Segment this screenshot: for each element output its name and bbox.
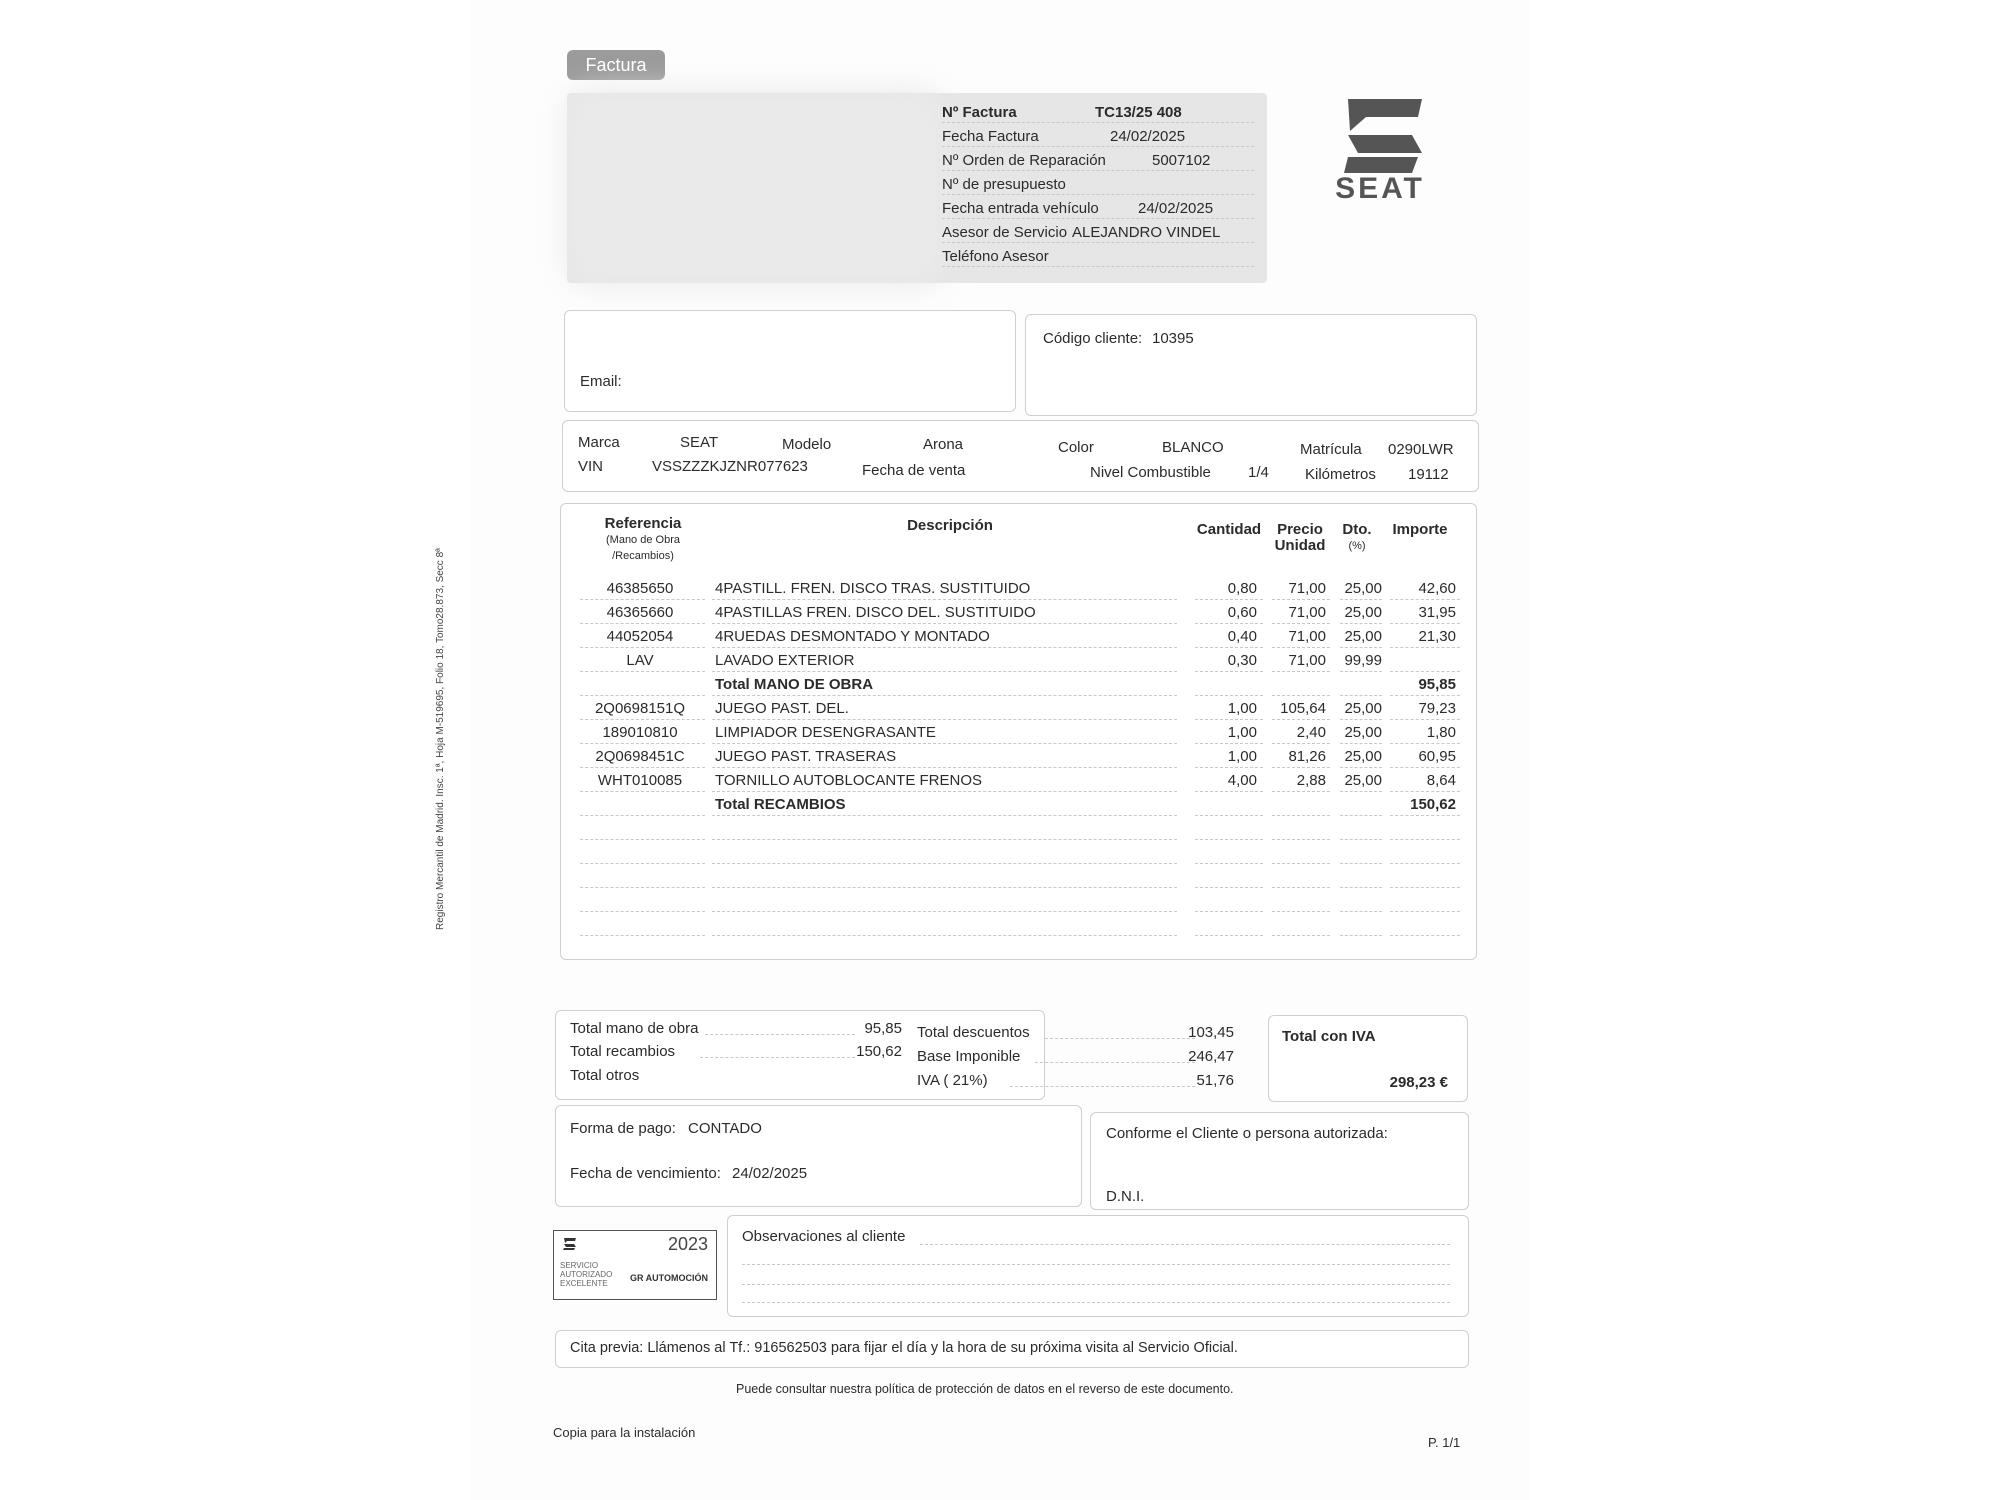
total-iva-value: 298,23 €: [1389, 1074, 1448, 1091]
field-value: 24/02/2025: [1138, 200, 1214, 217]
modelo-label: Modelo: [782, 436, 832, 453]
table-cell-desc: 4RUEDAS DESMONTADO Y MONTADO: [715, 628, 990, 645]
observaciones-label: Observaciones al cliente: [742, 1228, 906, 1245]
badge-year: 2023: [667, 1234, 708, 1254]
base-imponible-value: 246,47: [1188, 1048, 1234, 1065]
table-cell-cant: 0,40: [1227, 628, 1257, 645]
table-cell-dto: 25,00: [1344, 748, 1382, 765]
customer-code-label: Código cliente:: [1043, 330, 1143, 347]
table-cell-precio: 81,26: [1288, 748, 1326, 765]
iva-label: IVA ( 21%): [917, 1072, 988, 1089]
table-cell-desc: LIMPIADOR DESENGRASANTE: [715, 724, 936, 741]
vencimiento-label: Fecha de vencimiento:: [570, 1165, 721, 1182]
col-importe: Importe: [1392, 521, 1448, 538]
table-cell-precio: 71,00: [1288, 652, 1326, 669]
table-cell-precio: 2,40: [1296, 724, 1326, 741]
customer-address-box: [564, 310, 1016, 412]
table-cell-ref: LAV: [626, 652, 654, 669]
table-cell-dto: 25,00: [1344, 772, 1382, 789]
table-cell-importe: 95,85: [1418, 676, 1456, 693]
table-cell-importe: 1,80: [1426, 724, 1456, 741]
table-cell-ref: 189010810: [602, 724, 678, 741]
matricula-value: 0290LWR: [1388, 441, 1454, 458]
total-mano-obra-value: 95,85: [864, 1020, 902, 1037]
total-recambios-label: Total recambios: [570, 1043, 676, 1060]
field-label: Nº Orden de Reparación: [942, 152, 1106, 169]
modelo-value: Arona: [923, 436, 964, 453]
table-cell-ref: WHT010085: [597, 772, 683, 789]
marca-label: Marca: [578, 434, 620, 451]
base-imponible-label: Base Imponible: [917, 1048, 1021, 1065]
total-mano-obra-label: Total mano de obra: [570, 1020, 699, 1037]
table-cell-dto: 25,00: [1344, 604, 1382, 621]
col-dto: Dto. (%): [1342, 521, 1372, 552]
table-cell-dto: 25,00: [1344, 724, 1382, 741]
vencimiento-value: 24/02/2025: [732, 1165, 808, 1182]
cita-text: Cita previa: Llámenos al Tf.: 916562503 para fijar el día y la hora de su próxima visita al Servicio Oficial.: [570, 1340, 1238, 1356]
total-descuentos-label: Total descuentos: [917, 1024, 1030, 1041]
badge-dealer: GR AUTOMOCIÓN: [630, 1273, 708, 1283]
table-cell-ref: 2Q0698451C: [595, 748, 685, 765]
table-cell-importe: 60,95: [1418, 748, 1456, 765]
total-recambios-value: 150,62: [856, 1043, 902, 1060]
table-cell-importe: 42,60: [1418, 580, 1456, 597]
brand-name: SEAT: [1335, 172, 1425, 205]
km-label: Kilómetros: [1305, 466, 1376, 483]
excellence-badge: [553, 1230, 717, 1300]
table-cell-importe: 79,23: [1418, 700, 1456, 717]
table-cell-precio: 71,00: [1288, 580, 1326, 597]
email-label: Email:: [580, 373, 622, 390]
table-cell-desc: LAVADO EXTERIOR: [715, 652, 855, 669]
iva-value: 51,76: [1196, 1072, 1234, 1089]
table-cell-precio: 2,88: [1296, 772, 1326, 789]
table-cell-cant: 1,00: [1227, 724, 1257, 741]
field-label: Asesor de Servicio: [942, 224, 1068, 241]
forma-pago-value: CONTADO: [688, 1120, 762, 1137]
table-cell-ref: 44052054: [606, 628, 674, 645]
invoice-tab: Factura: [567, 50, 665, 80]
conforme-label: Conforme el Cliente o persona autorizada:: [1106, 1125, 1388, 1142]
table-cell-importe: 31,95: [1418, 604, 1456, 621]
vin-value: VSSZZZKJZNR077623: [652, 458, 808, 475]
color-label: Color: [1058, 439, 1094, 456]
table-cell-importe: 21,30: [1418, 628, 1456, 645]
vin-label: VIN: [578, 458, 604, 475]
total-otros-label: Total otros: [570, 1067, 640, 1084]
fecha-venta-label: Fecha de venta: [862, 462, 966, 479]
table-cell-dto: 25,00: [1344, 580, 1382, 597]
field-value: ALEJANDRO VINDEL: [1072, 224, 1221, 241]
table-cell-cant: 0,30: [1227, 652, 1257, 669]
table-cell-importe: 150,62: [1410, 796, 1456, 813]
total-descuentos-value: 103,45: [1188, 1024, 1234, 1041]
table-cell-dto: 25,00: [1344, 700, 1382, 717]
color-value: BLANCO: [1162, 439, 1224, 456]
redacted-address: [565, 90, 945, 285]
table-cell-desc: 4PASTILL. FREN. DISCO TRAS. SUSTITUIDO: [715, 580, 1031, 597]
col-cantidad: Cantidad: [1196, 521, 1262, 538]
table-cell-precio: 71,00: [1288, 604, 1326, 621]
total-iva-label: Total con IVA: [1282, 1028, 1376, 1045]
table-cell-precio: 71,00: [1288, 628, 1326, 645]
col-referencia: Referencia (Mano de Obra /Recambios): [604, 515, 682, 562]
table-cell-cant: 1,00: [1227, 700, 1257, 717]
table-cell-precio: 105,64: [1280, 700, 1326, 717]
field-label: Teléfono Asesor: [942, 248, 1049, 265]
table-cell-importe: 8,64: [1426, 772, 1456, 789]
table-cell-ref: 46385650: [606, 580, 674, 597]
field-value: 5007102: [1152, 152, 1211, 169]
table-cell-ref: 2Q0698151Q: [594, 700, 686, 717]
registry-side-text: Registro Mercantil de Madrid. Insc. 1ª, Hoja M-519695, Folio 18, Tomo28.873, Secc 8ª: [435, 548, 446, 930]
table-cell-dto: 99,99: [1344, 652, 1382, 669]
col-precio: Precio Unidad: [1274, 521, 1326, 554]
col-descripcion: Descripción: [907, 517, 993, 534]
field-label: Nº Factura: [942, 104, 1017, 121]
copy-label: Copia para la instalación: [553, 1425, 696, 1440]
table-cell-desc: Total RECAMBIOS: [715, 796, 846, 813]
table-cell-cant: 1,00: [1227, 748, 1257, 765]
marca-value: SEAT: [680, 434, 719, 451]
table-cell-desc: JUEGO PAST. DEL.: [715, 700, 849, 717]
field-label: Fecha Factura: [942, 128, 1039, 145]
matricula-label: Matrícula: [1300, 441, 1362, 458]
table-cell-cant: 0,80: [1227, 580, 1257, 597]
field-label: Fecha entrada vehículo: [942, 200, 1099, 217]
combustible-label: Nivel Combustible: [1090, 464, 1211, 481]
table-cell-dto: 25,00: [1344, 628, 1382, 645]
page-number: P. 1/1: [1428, 1435, 1461, 1450]
table-cell-desc: JUEGO PAST. TRASERAS: [715, 748, 897, 765]
table-cell-desc: Total MANO DE OBRA: [715, 676, 874, 693]
table-cell-cant: 4,00: [1227, 772, 1257, 789]
field-value: 24/02/2025: [1110, 128, 1186, 145]
field-value: TC13/25 408: [1095, 104, 1182, 121]
badge-text: SERVICIO AUTORIZADO EXCELENTE: [560, 1261, 613, 1288]
km-value: 19112: [1408, 466, 1449, 483]
forma-pago-label: Forma de pago:: [570, 1120, 676, 1137]
seat-badge-icon: [562, 1237, 578, 1251]
table-cell-ref: 46365660: [606, 604, 674, 621]
combustible-value: 1/4: [1248, 464, 1269, 481]
table-cell-desc: 4PASTILLAS FREN. DISCO DEL. SUSTITUIDO: [715, 604, 1036, 621]
table-cell-cant: 0,60: [1227, 604, 1257, 621]
privacy-note: Puede consultar nuestra política de protección de datos en el reverso de este documento.: [736, 1382, 1234, 1396]
dni-label: D.N.I.: [1106, 1188, 1145, 1205]
field-label: Nº de presupuesto: [942, 176, 1066, 193]
customer-code-value: 10395: [1152, 330, 1194, 347]
table-cell-desc: TORNILLO AUTOBLOCANTE FRENOS: [715, 772, 983, 789]
